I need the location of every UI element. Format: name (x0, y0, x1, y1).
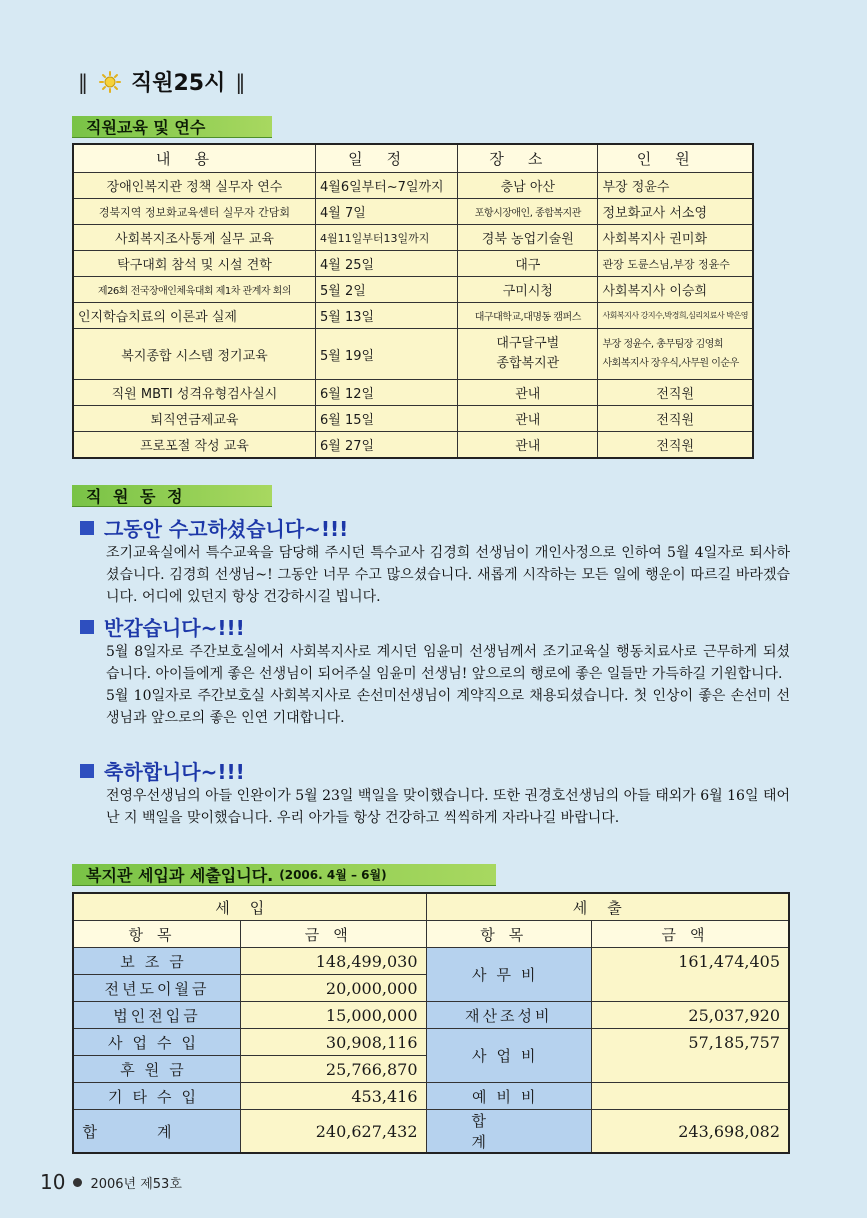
income-amount: 25,766,870 (240, 1056, 426, 1083)
edu-place: 포항시장애인, 종합복지관 (458, 199, 598, 225)
edu-schedule: 6월 15일 (316, 406, 458, 432)
news-item-farewell (80, 513, 790, 608)
edu-schedule: 6월 27일 (316, 432, 458, 459)
title-bars-left: ‖ (78, 69, 89, 94)
news-paragraph: 5월 10일자로 주간보호실 사회복지사로 손선미선생님이 계약직으로 채용되셨습니다. 첫 인상이 좋은 손선미 선생님과 앞으로의 좋은 인연 기대합니다. (106, 688, 790, 726)
edu-attendees: 관장 도륜스님,부장 정윤수 (598, 251, 753, 277)
edu-content: 퇴직연금제교육 (73, 406, 316, 432)
news-paragraph: 전영우선생님의 아들 인완이가 5월 23일 백일을 맞이했습니다. 또한 권경호선생님의 아들 태외가 6월 16일 태어난 지 백일을 맞이했습니다. 우리 아가들 항상 건강하고 씩씩하게 자라나길 바랍니다. (106, 788, 790, 826)
income-total: 240,627,432 (240, 1110, 426, 1154)
income-amount: 148,499,030 (240, 948, 426, 975)
news-item-congrats (80, 756, 790, 829)
edu-attendees: 전직원 (598, 380, 753, 406)
finance-period: (2006. 4월 – 6월) (279, 868, 387, 882)
edu-schedule: 5월 19일 (316, 329, 458, 380)
table-row (73, 1110, 789, 1154)
news-title: 축하합니다~!!! (104, 760, 245, 784)
expense-item: 사무비 (426, 948, 591, 1002)
edu-attendees: 부장 정윤수 (598, 173, 753, 199)
table-row (73, 329, 753, 380)
edu-place: 경북 농업기술원 (458, 225, 598, 251)
table-row (73, 1002, 789, 1029)
news-item-welcome (80, 612, 790, 729)
edu-place: 구미시청 (458, 277, 598, 303)
edu-schedule: 5월 2일 (316, 277, 458, 303)
expense-amount: 161,474,405 (592, 948, 790, 1002)
staff-news-section-title: 직 원 동 정 (72, 485, 272, 507)
edu-schedule: 5월 13일 (316, 303, 458, 329)
edu-attendees: 부장 정윤수, 총무팀장 김영희 사회복지사 장우식,사무원 이순우 (598, 329, 753, 380)
news-paragraph: 5월 8일자로 주간보호실에서 사회복지사로 계시던 임윤미 선생님께서 조기교육실 행동치료사로 근무하게 되셨습니다. 아이들에게 좋은 선생님이 되어주실 임윤미 선생님! 앞으로의 행로에 좋은 일들만 가득하길 기원합니다. (106, 644, 790, 682)
column-header-schedule: 일정 (316, 144, 458, 173)
issue-label: 2006년 제53호 (90, 1176, 182, 1192)
edu-content: 복지종합 시스템 정기교육 (73, 329, 316, 380)
table-row (73, 432, 753, 459)
education-header-row (73, 144, 753, 173)
edu-schedule: 6월 12일 (316, 380, 458, 406)
news-paragraph: 조기교육실에서 특수교육을 담당해 주시던 특수교사 김경희 선생님이 개인사정으로 인하여 5월 4일자로 퇴사하셨습니다. 김경희 선생님~! 그동안 너무 수고 많으셨습니다. 새롭게 시작하는 모든 일에 행운이 따르길 바라겠습니다. 어디에 있던지 항상 건강하시길 빕니다. (106, 545, 790, 605)
edu-schedule: 4월6일부터~7일까지 (316, 173, 458, 199)
table-row (73, 303, 753, 329)
edu-attendees: 전직원 (598, 432, 753, 459)
income-amount-header: 금액 (240, 921, 426, 948)
table-row (73, 1029, 789, 1056)
news-body (106, 542, 790, 608)
income-item: 사업수입 (73, 1029, 240, 1056)
finance-table (72, 892, 790, 1154)
expense-item: 사업비 (426, 1029, 591, 1083)
expense-amount-header: 금액 (592, 921, 790, 948)
edu-content: 제26회 전국장애인체육대회 제1차 관계자 회의 (73, 277, 316, 303)
expense-total: 243,698,082 (592, 1110, 790, 1154)
income-amount: 453,416 (240, 1083, 426, 1110)
expense-item: 재산조성비 (426, 1002, 591, 1029)
expense-header: 세출 (426, 893, 789, 921)
income-amount: 20,000,000 (240, 975, 426, 1002)
finance-column-row (73, 921, 789, 948)
income-item: 전년도이월금 (73, 975, 240, 1002)
income-amount: 30,908,116 (240, 1029, 426, 1056)
title-bars-right: ‖ (235, 69, 247, 94)
table-row (73, 173, 753, 199)
edu-place: 대구대학교,대명동 캠퍼스 (458, 303, 598, 329)
page-footer (40, 1170, 182, 1194)
edu-attendees: 전직원 (598, 406, 753, 432)
expense-item-header: 항목 (426, 921, 591, 948)
table-row (73, 948, 789, 975)
education-table (72, 143, 754, 459)
page-title: 직원25시 (131, 71, 226, 96)
edu-attendees: 사회복지사 권미화 (598, 225, 753, 251)
table-row (73, 225, 753, 251)
expense-item: 예비비 (426, 1083, 591, 1110)
edu-attendees: 정보화교사 서소영 (598, 199, 753, 225)
education-section-title: 직원교육 및 연수 (72, 116, 272, 138)
column-header-place: 장소 (458, 144, 598, 173)
expense-total-label: 합계 (426, 1110, 591, 1154)
news-title: 그동안 수고하셨습니다~!!! (104, 517, 349, 541)
edu-content: 탁구대회 참석 및 시설 견학 (73, 251, 316, 277)
income-item: 기타수입 (73, 1083, 240, 1110)
table-row (73, 251, 753, 277)
square-bullet-icon (80, 620, 94, 634)
news-body (106, 641, 790, 729)
income-item: 후원금 (73, 1056, 240, 1083)
income-item-header: 항목 (73, 921, 240, 948)
edu-content: 직원 MBTI 성격유형검사실시 (73, 380, 316, 406)
edu-content: 장애인복지관 정책 실무자 연수 (73, 173, 316, 199)
page-header (78, 66, 246, 97)
edu-content: 사회복지조사통계 실무 교육 (73, 225, 316, 251)
edu-place: 관내 (458, 432, 598, 459)
sun-icon (99, 71, 121, 93)
income-amount: 15,000,000 (240, 1002, 426, 1029)
news-body (106, 785, 790, 829)
expense-amount (592, 1083, 790, 1110)
income-header: 세입 (73, 893, 426, 921)
page-number: 10 (40, 1170, 66, 1194)
edu-place: 대구 (458, 251, 598, 277)
edu-content: 프로포절 작성 교육 (73, 432, 316, 459)
news-title-wrap (80, 612, 790, 641)
table-row (73, 277, 753, 303)
edu-place: 충남 아산 (458, 173, 598, 199)
table-row (73, 199, 753, 225)
edu-content: 경북지역 정보화교육센터 실무자 간담회 (73, 199, 316, 225)
news-title: 반갑습니다~!!! (104, 616, 245, 640)
income-total-label: 합계 (73, 1110, 240, 1154)
edu-schedule: 4월 7일 (316, 199, 458, 225)
finance-title: 복지관 세입과 세출입니다. (86, 866, 274, 885)
edu-place: 관내 (458, 406, 598, 432)
table-row (73, 380, 753, 406)
square-bullet-icon (80, 521, 94, 535)
column-header-attendees: 인원 (598, 144, 753, 173)
table-row (73, 406, 753, 432)
income-item: 법인전입금 (73, 1002, 240, 1029)
income-item: 보조금 (73, 948, 240, 975)
finance-group-row (73, 893, 789, 921)
news-title-wrap (80, 756, 790, 785)
edu-content: 인지학습치료의 이론과 실제 (73, 303, 316, 329)
expense-amount: 57,185,757 (592, 1029, 790, 1083)
edu-attendees: 사회복지사 이승희 (598, 277, 753, 303)
edu-schedule: 4월11일부터13일까지 (316, 225, 458, 251)
column-header-content: 내용 (73, 144, 316, 173)
edu-place: 대구달구벌 종합복지관 (458, 329, 598, 380)
expense-amount: 25,037,920 (592, 1002, 790, 1029)
bullet-dot-icon (73, 1178, 82, 1187)
table-row (73, 1083, 789, 1110)
square-bullet-icon (80, 764, 94, 778)
edu-schedule: 4월 25일 (316, 251, 458, 277)
edu-attendees: 사회복지사 강지수,박경희,심리치료사 박은영 (598, 303, 753, 329)
edu-place: 관내 (458, 380, 598, 406)
finance-section-title (72, 864, 496, 886)
news-title-wrap (80, 513, 790, 542)
